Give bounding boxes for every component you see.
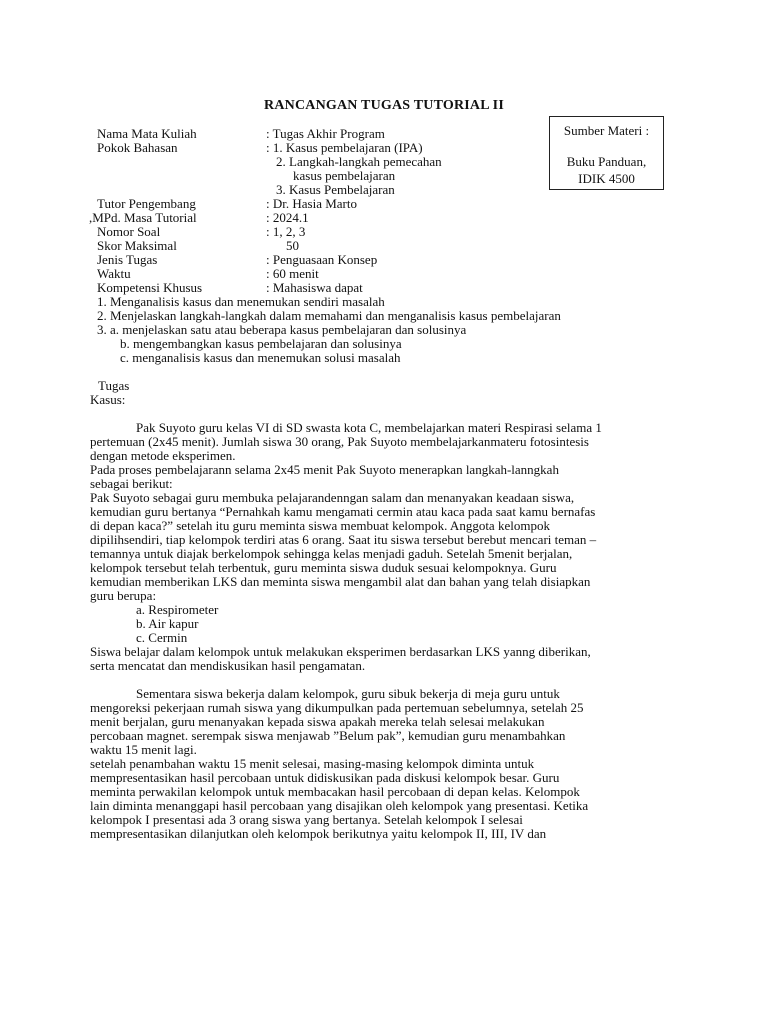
case-line: percobaan magnet. serempak siswa menjawab ”Belum pak”, kemudian guru menambahkan xyxy=(90,728,566,743)
competency-item-1: 1. Menganalisis kasus dan menemukan sendiri masalah xyxy=(97,294,385,309)
task-label: Tugas xyxy=(98,378,130,393)
case-line: dengan metode eksperimen. xyxy=(90,448,236,463)
case-label: Kasus: xyxy=(90,392,126,407)
case-line: Pak Suyoto guru kelas VI di SD swasta kota C, membelajarkan materi Respirasi selama 1 xyxy=(136,420,602,435)
case-line: serta mencatat dan mendiskusikan hasil pengamatan. xyxy=(90,658,366,673)
page-title: RANCANGAN TUGAS TUTORIAL II xyxy=(264,98,504,113)
case-line: Sementara siswa bekerja dalam kelompok, guru sibuk bekerja di meja guru untuk xyxy=(136,686,560,701)
topic-item-2-cont: kasus pembelajaran xyxy=(293,168,396,183)
case-line: waktu 15 menit lagi. xyxy=(90,742,197,757)
tutor-label: Tutor Pengembang xyxy=(97,196,196,211)
competency-item-3a: 3. a. menjelaskan satu atau beberapa kasus pembelajaran dan solusinya xyxy=(97,322,467,337)
competency-value: : Mahasiswa dapat xyxy=(266,280,363,295)
question-value: : 1, 2, 3 xyxy=(266,224,306,239)
question-label: Nomor Soal xyxy=(97,224,161,239)
topic-label: Pokok Bahasan xyxy=(97,140,178,155)
material-item-a: a. Respirometer xyxy=(136,602,219,617)
topic-item-2: 2. Langkah-langkah pemecahan xyxy=(276,154,442,169)
case-line: temannya untuk diajak berkelompok sehingga kelas menjadi gaduh. Setelah 5menit berjalan, xyxy=(90,546,573,561)
type-label: Jenis Tugas xyxy=(97,252,158,267)
tutor-value: : Dr. Hasia Marto xyxy=(266,196,357,211)
case-line: guru berupa: xyxy=(90,588,157,603)
type-value: : Penguasaan Konsep xyxy=(266,252,378,267)
case-line: mengoreksi pekerjaan rumah siswa yang dikumpulkan pada pertemuan sebelumnya, setelah 25 xyxy=(90,700,584,715)
material-item-b: b. Air kapur xyxy=(136,616,199,631)
topic-item-3: 3. Kasus Pembelajaran xyxy=(276,182,395,197)
period-value: : 2024.1 xyxy=(266,210,309,225)
case-line: sebagai berikut: xyxy=(90,476,173,491)
competency-item-2: 2. Menjelaskan langkah-langkah dalam memahami dan menganalisis kasus pembelajaran xyxy=(97,308,561,323)
topic-item-1: : 1. Kasus pembelajaran (IPA) xyxy=(266,140,423,155)
case-line: menit berjalan, guru menanyakan kepada siswa apakah mereka telah selesai melakukan xyxy=(90,714,545,729)
case-line: Siswa belajar dalam kelompok untuk melakukan eksperimen berdasarkan LKS yanng diberikan, xyxy=(90,644,591,659)
case-line: Pak Suyoto sebagai guru membuka pelajarandenngan salam dan menanyakan keadaan siswa, xyxy=(90,490,575,505)
case-line: pertemuan (2x45 menit). Jumlah siswa 30 orang, Pak Suyoto membelajarkanmateru fotosintesis xyxy=(90,434,589,449)
period-label: ,MPd. Masa Tutorial xyxy=(89,210,197,225)
material-item-c: c. Cermin xyxy=(136,630,188,645)
competency-label: Kompetensi Khusus xyxy=(97,280,203,295)
source-book-line2: IDIK 4500 xyxy=(578,171,635,186)
course-label: Nama Mata Kuliah xyxy=(97,126,197,141)
case-line: kemudian guru bertanya “Pernahkah kamu mengamati cermin atau kaca pada saat kamu bernafas xyxy=(90,504,596,519)
source-box xyxy=(549,116,664,190)
course-value: : Tugas Akhir Program xyxy=(266,126,385,141)
case-line: meminta perwakilan kelompok untuk membacakan hasil percobaan di depan kelas. Kelompok xyxy=(90,784,580,799)
source-heading: Sumber Materi : xyxy=(563,123,650,138)
case-line: kelompok I presentasi ada 3 orang siswa yang bertanya. Setelah kelompok I selesai xyxy=(90,812,523,827)
case-line: mempresentasikan hasil percobaan untuk didiskusikan pada diskusi kelompok besar. Guru xyxy=(90,770,560,785)
score-value: 50 xyxy=(286,238,299,253)
time-label: Waktu xyxy=(97,266,131,281)
case-line: kemudian memberikan LKS dan meminta siswa mengambil alat dan bahan yang telah disiapkan xyxy=(90,574,591,589)
case-line: dipilihsendiri, tiap kelompok terdiri atas 6 orang. Saat itu siswa tersebut berebut mencari teman – xyxy=(90,532,597,547)
source-book-line1: Buku Panduan, xyxy=(566,154,647,169)
score-label: Skor Maksimal xyxy=(97,238,177,253)
competency-item-3c: c. menganalisis kasus dan menemukan solusi masalah xyxy=(120,350,401,365)
time-value: : 60 menit xyxy=(266,266,319,281)
case-line: setelah penambahan waktu 15 menit selesai, masing-masing kelompok diminta untuk xyxy=(90,756,535,771)
case-line: kelompok tersebut telah terbentuk, guru meminta siswa duduk sesuai kelompoknya. Guru xyxy=(90,560,557,575)
case-line: di depan kaca?” setelah itu guru meminta siswa membuat kelompok. Anggota kelompok xyxy=(90,518,550,533)
case-line: mempresentasikan dilanjutkan oleh kelompok berikutnya yaitu kelompok II, III, IV dan xyxy=(90,826,547,841)
case-line: lain diminta menanggapi hasil percobaan yang disajikan oleh kelompok yang presentasi. Ketika xyxy=(90,798,589,813)
case-line: Pada proses pembelajarann selama 2x45 menit Pak Suyoto menerapkan langkah-lanngkah xyxy=(90,462,559,477)
competency-item-3b: b. mengembangkan kasus pembelajaran dan solusinya xyxy=(120,336,402,351)
